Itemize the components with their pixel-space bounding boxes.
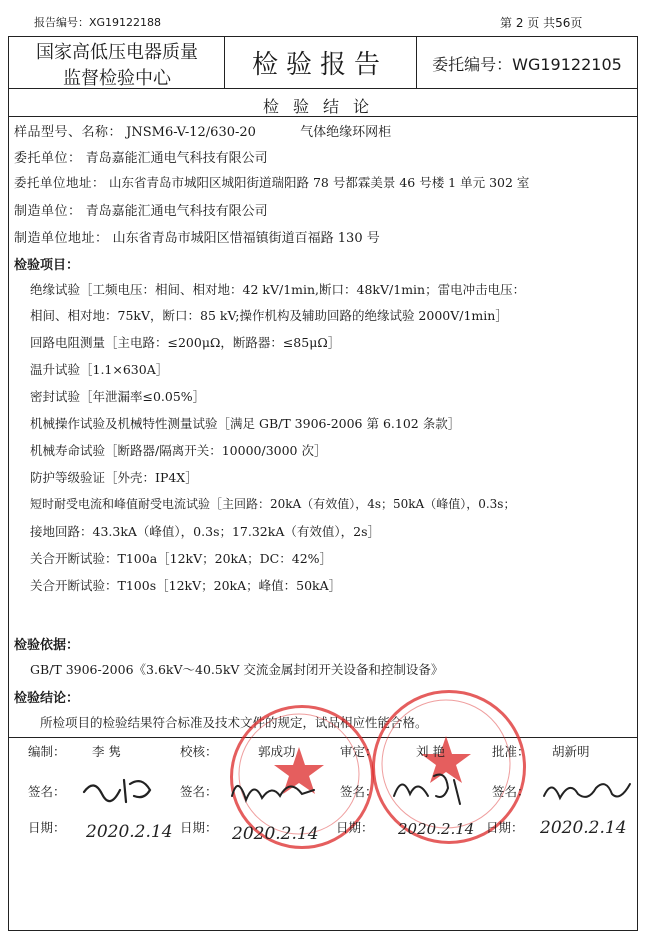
- item-line: 绝缘试验［工频电压：相间、相对地：42 kV/1min,断口：48kV/1min；雷电冲击电压：: [30, 282, 526, 297]
- basis-value: GB/T 3906-2006《3.6kV～40.5kV 交流金属封闭开关设备和控制设备》: [30, 662, 444, 677]
- sign-label: 签名：: [28, 784, 66, 799]
- item-line: 密封试验［年泄漏率≤0.05%］: [30, 389, 206, 404]
- client-address-label: 委托单位地址：: [14, 175, 106, 190]
- maker-value: 青岛嘉能汇通电气科技有限公司: [85, 204, 268, 219]
- sample-row: [14, 121, 391, 140]
- issuing-org-line1: 国家高低压电器质量: [36, 42, 198, 63]
- reviewer-name: 刘艳: [416, 744, 450, 759]
- item-line: 防护等级验证［外壳：IP4X］: [30, 470, 198, 485]
- item-line: 相间、相对地：75kV，断口：85 kV;操作机构及辅助回路的绝缘试验 2000V/1min］: [30, 308, 508, 323]
- maker-address-value: 山东省青岛市城阳区惜福镇街道百福路 130 号: [112, 231, 380, 246]
- page-info: 第 2 页 共56页: [500, 16, 583, 30]
- sign-label: 签名：: [492, 784, 530, 799]
- report-number: 报告编号：XG19122188: [34, 16, 162, 29]
- conclusion-value: 所检项目的检验结果符合标准及技术文件的规定，试品相应性能合格。: [40, 715, 428, 730]
- header-col-divider-2: [416, 36, 417, 88]
- date-label: 日期：: [336, 820, 374, 835]
- approver-signature: [540, 772, 636, 808]
- approver-name: 胡新明: [552, 744, 590, 759]
- conclusion-title: 检验结论：: [14, 691, 80, 706]
- checker-date: 2020.2.14: [232, 824, 319, 844]
- client-label: 委托单位：: [14, 151, 82, 166]
- maker-row: [14, 200, 268, 219]
- checker-name: 郭成功: [258, 744, 296, 759]
- report-title: 检验报告: [251, 50, 388, 80]
- editor-signature: [80, 772, 160, 806]
- sample-name: 气体绝缘环网柜: [300, 125, 392, 140]
- item-line: 接地回路：43.3kA（峰值），0.3s；17.32kA（有效值），2s］: [30, 524, 380, 539]
- editor-name: 李隽: [92, 744, 126, 759]
- sign-label: 签名：: [340, 784, 378, 799]
- maker-address-row: [14, 227, 380, 246]
- item-line: 短时耐受电流和峰值耐受电流试验［主回路：20kA（有效值），4s；50kA（峰值），0.3s；: [30, 497, 516, 511]
- section-title: 检验结论: [262, 97, 383, 116]
- date-label: 日期：: [180, 820, 218, 835]
- date-label: 日期：: [28, 820, 66, 835]
- item-line: 回路电阻测量［主电路：≤200μΩ，断路器：≤85μΩ］: [30, 335, 341, 350]
- basis-title: 检验依据：: [14, 638, 80, 653]
- issuing-org: [10, 40, 224, 92]
- sign-label: 签名：: [180, 784, 218, 799]
- issuing-org-line2: 监督检验中心: [63, 68, 171, 89]
- approver-date: 2020.2.14: [540, 818, 627, 838]
- client-value: 青岛嘉能汇通电气科技有限公司: [85, 151, 268, 166]
- items-title: 检验项目：: [14, 258, 80, 273]
- item-line: 机械操作试验及机械特性测量试验［满足 GB/T 3906-2006 第 6.102 条款］: [30, 416, 461, 431]
- reviewer-label: 审定：: [340, 744, 378, 759]
- approver-label: 批准：: [492, 744, 530, 759]
- item-line: 机械寿命试验［断路器/隔离开关：10000/3000 次］: [30, 443, 327, 458]
- client-address-row: [14, 173, 529, 191]
- editor-date: 2020.2.14: [86, 822, 173, 842]
- client-address-value: 山东省青岛市城阳区城阳街道瑞阳路 78 号都霖美景 46 号楼 1 单元 302 室: [109, 175, 530, 190]
- maker-address-label: 制造单位地址：: [14, 231, 109, 246]
- client-row: [14, 147, 268, 166]
- sample-label: 样品型号、名称：: [14, 125, 123, 140]
- header-col-divider-1: [224, 36, 225, 88]
- maker-label: 制造单位：: [14, 204, 82, 219]
- editor-label: 编制：: [28, 744, 66, 759]
- item-line: 温升试验［1.1×630A］: [30, 362, 169, 377]
- checker-signature: [228, 770, 318, 810]
- reviewer-date: 2020.2.14: [398, 820, 475, 838]
- sample-model: JNSM6-V-12/630-20: [126, 125, 256, 140]
- checker-label: 校核：: [180, 744, 218, 759]
- item-line: 关合开断试验：T100s［12kV；20kA；峰值：50kA］: [30, 578, 342, 593]
- entrust-number: 委托编号：WG19122105: [432, 55, 622, 74]
- date-label: 日期：: [486, 820, 524, 835]
- reviewer-signature: [388, 766, 478, 810]
- item-line: 关合开断试验：T100a［12kV；20kA；DC：42%］: [30, 551, 333, 566]
